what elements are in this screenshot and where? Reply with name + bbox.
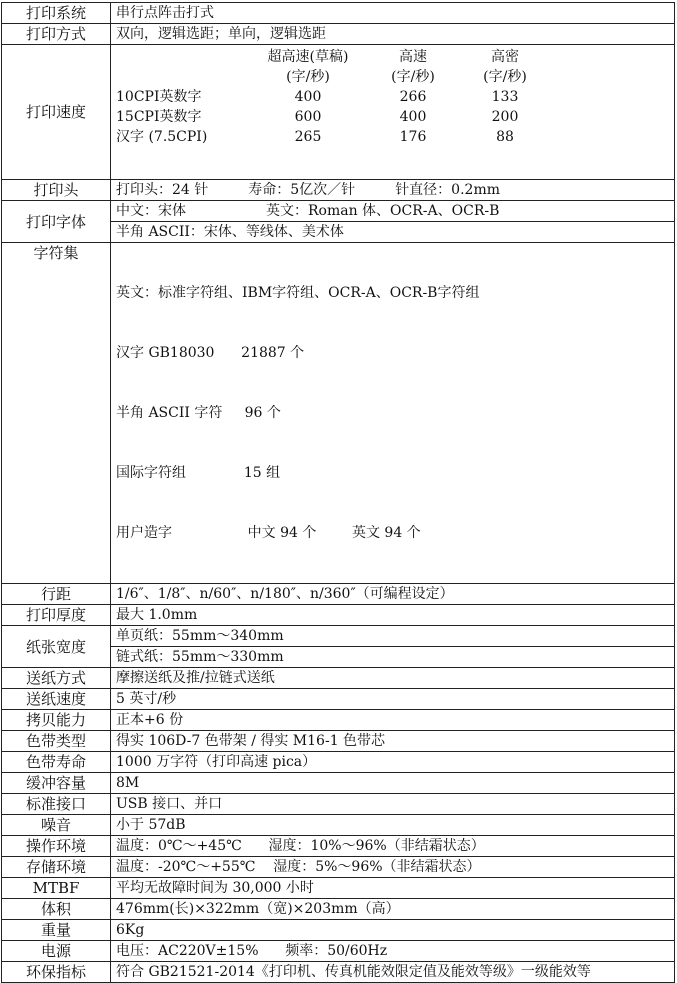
row-label: 打印字体 (2, 201, 111, 243)
speed-cell-value: 400 (294, 89, 322, 105)
speed-header: 超高速(草稿) (267, 49, 349, 65)
row-value: 得实 106D-7 色带架 / 得实 M16-1 色带芯 (111, 731, 675, 752)
row-label: 存储环境 (2, 857, 111, 878)
table-row (2, 836, 675, 857)
speed-unit: (字/秒) (391, 69, 435, 85)
row-label: 送纸方式 (2, 668, 111, 689)
speed-cell-name: 15CPI英数字 (116, 109, 202, 125)
speed-unit-row (116, 67, 551, 87)
table-row (2, 668, 675, 689)
table-row (2, 626, 675, 647)
row-value: 电压：AC220V±15% 频率：50/60Hz (111, 941, 675, 962)
row-label: 标准接口 (2, 794, 111, 815)
row-value: 8M (111, 773, 675, 794)
row-label: 电源 (2, 941, 111, 962)
speed-cell-value: 176 (399, 129, 427, 145)
row-label: 缓冲容量 (2, 773, 111, 794)
row-value: 符合 GB21521-2014《打印机、传真机能效限定值及能效等级》一级能效等 (111, 962, 675, 983)
row-label: 操作环境 (2, 836, 111, 857)
table-row (2, 773, 675, 794)
row-value: 温度：0℃～+45℃ 湿度：10%～96%（非结霜状态） (111, 836, 675, 857)
row-value: 温度：-20℃～+55℃ 湿度：5%～96%（非结霜状态） (111, 857, 675, 878)
charset-line: 半角 ASCII 字符 96 个 (116, 405, 281, 421)
row-value: 6Kg (111, 920, 675, 941)
row-value: 1/6″、1/8″、n/60″、n/180″、n/360″（可编程设定） (111, 584, 675, 605)
spec-sheet (1, 2, 675, 983)
row-label: 打印系统 (2, 3, 111, 24)
row-label: 打印方式 (2, 24, 111, 45)
row-value: 1000 万字符（打印高速 pica） (111, 752, 675, 773)
speed-cell-name: 10CPI英数字 (116, 89, 202, 105)
row-value: 最大 1.0mm (111, 605, 675, 626)
speed-subtable (116, 47, 551, 147)
row-label: 打印速度 (2, 45, 111, 180)
row-label: 拷贝能力 (2, 710, 111, 731)
speed-cell-value: 400 (399, 109, 427, 125)
table-row (2, 24, 675, 45)
font-chinese: 中文：宋体 (116, 203, 186, 219)
row-value: 平均无故障时间为 30,000 小时 (111, 878, 675, 899)
row-value: USB 接口、并口 (111, 794, 675, 815)
table-row (2, 899, 675, 920)
paper-width-line: 单页纸：55mm～340mm (111, 626, 675, 647)
print-head-life: 寿命：5亿次／针 (248, 182, 356, 198)
speed-cell-value: 265 (294, 129, 322, 145)
speed-cell-name: 汉字 (7.5CPI) (116, 129, 208, 145)
spec-table (1, 2, 675, 983)
font-english: 英文：Roman 体、OCR-A、OCR-B (266, 203, 500, 219)
charset-line: 国际字符组 15 组 (116, 465, 281, 481)
table-row (2, 731, 675, 752)
charset-line: 用户造字 中文 94 个 英文 94 个 (116, 525, 421, 541)
print-head-pins: 打印头：24 针 (116, 182, 209, 198)
table-row (2, 710, 675, 731)
row-label: MTBF (2, 878, 111, 899)
speed-header: 高密 (491, 49, 519, 65)
table-row (2, 45, 675, 180)
row-value: 正本+6 份 (111, 710, 675, 731)
row-value: 双向，逻辑选距；单向，逻辑选距 (111, 24, 675, 45)
row-label: 噪音 (2, 815, 111, 836)
table-row (2, 752, 675, 773)
speed-cell-value: 600 (294, 109, 322, 125)
table-row (2, 815, 675, 836)
speed-cell-value: 266 (399, 89, 427, 105)
table-row (2, 243, 675, 584)
speed-row (116, 127, 551, 147)
speed-unit: (字/秒) (483, 69, 527, 85)
speed-cell-value: 200 (491, 109, 519, 125)
font-line (111, 201, 675, 222)
table-row (2, 794, 675, 815)
row-label: 打印厚度 (2, 605, 111, 626)
row-label: 字符集 (2, 243, 111, 584)
row-value: 5 英寸/秒 (111, 689, 675, 710)
table-row (2, 605, 675, 626)
row-label: 色带寿命 (2, 752, 111, 773)
font-ascii: 半角 ASCII：宋体、等线体、美术体 (111, 222, 675, 243)
row-label: 体积 (2, 899, 111, 920)
speed-cell-value: 88 (496, 129, 514, 145)
row-label: 重量 (2, 920, 111, 941)
paper-width-line: 链式纸：55mm～330mm (111, 647, 675, 668)
speed-header (116, 47, 249, 67)
table-row (2, 180, 675, 201)
speed-row (116, 87, 551, 107)
speed-cell-value: 133 (491, 89, 519, 105)
table-row (2, 857, 675, 878)
table-row (2, 962, 675, 983)
speed-unit: (字/秒) (286, 69, 330, 85)
row-value: 摩擦送纸及推/拉链式送纸 (111, 668, 675, 689)
row-label: 行距 (2, 584, 111, 605)
charset-value (111, 243, 675, 584)
row-value: 小于 57dB (111, 815, 675, 836)
table-row (2, 941, 675, 962)
row-value: 476mm(长)×322mm（宽)×203mm（高） (111, 899, 675, 920)
table-row (2, 878, 675, 899)
table-row (2, 3, 675, 24)
print-head-value (111, 180, 675, 201)
charset-line: 英文：标准字符组、IBM字符组、OCR-A、OCR-B字符组 (116, 285, 480, 301)
charset-line: 汉字 GB18030 21887 个 (116, 345, 305, 361)
table-row (2, 201, 675, 222)
speed-header: 高速 (399, 49, 427, 65)
speed-row (116, 107, 551, 127)
row-label: 打印头 (2, 180, 111, 201)
table-row (2, 920, 675, 941)
speed-unit (116, 67, 249, 87)
row-label: 纸张宽度 (2, 626, 111, 668)
row-label: 色带类型 (2, 731, 111, 752)
row-label: 送纸速度 (2, 689, 111, 710)
row-label: 环保指标 (2, 962, 111, 983)
speed-cell (111, 45, 675, 180)
print-head-pin-diameter: 针直径：0.2mm (395, 182, 501, 198)
table-row (2, 584, 675, 605)
table-row (2, 689, 675, 710)
row-value: 串行点阵击打式 (111, 3, 675, 24)
speed-header-row (116, 47, 551, 67)
